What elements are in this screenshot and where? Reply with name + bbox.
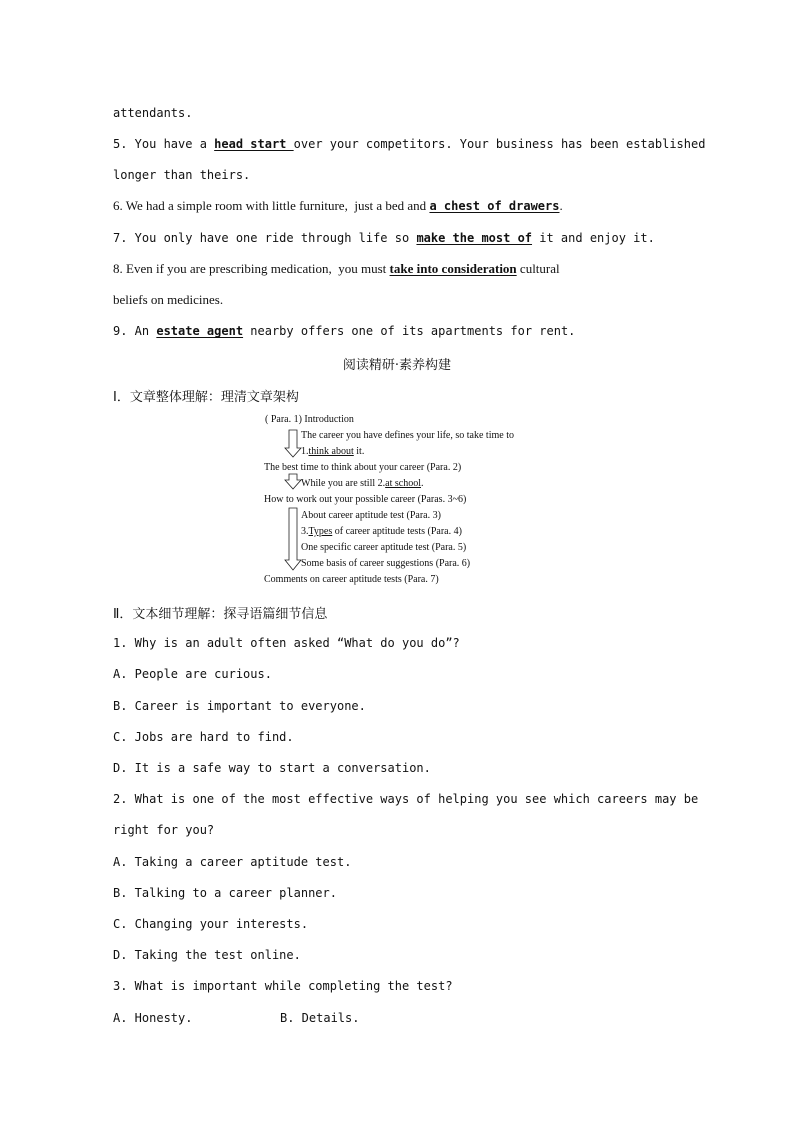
diagram-para-2: The best time to think about your career (Para. 2) — [264, 462, 462, 473]
text-span: 3. — [301, 526, 309, 537]
option: D. Taking the test online. — [113, 948, 301, 962]
text-span: of career aptitude tests (Para. 4) — [332, 526, 462, 537]
option: C. Changing your interests. — [113, 917, 309, 931]
option: D. It is a safe way to start a conversation. — [113, 761, 431, 775]
answer-phrase: Types — [308, 526, 333, 537]
text-span: attendants. — [113, 106, 193, 120]
option: B. Career is important to everyone. — [113, 699, 366, 713]
text-span: While you are still 2. — [301, 478, 386, 489]
diagram-text: Some basis of career suggestions (Para. 6) — [301, 558, 471, 569]
answer-phrase: make the most of — [416, 231, 533, 245]
answer-phrase: a chest of drawers — [429, 199, 560, 213]
sentence-6 — [113, 198, 563, 214]
sentence-5 — [113, 136, 705, 152]
answer-phrase: head start — [214, 137, 294, 151]
down-arrow-icon — [285, 508, 301, 570]
section-heading-2: Ⅱ．文本细节理解：探寻语篇细节信息 — [113, 607, 328, 622]
text-span: it and enjoy it. — [532, 231, 655, 245]
text-span: 9. An — [113, 324, 157, 338]
answer-phrase: take into consideration — [389, 261, 517, 276]
text-span: longer than theirs. — [113, 168, 251, 182]
diagram-text: About career aptitude test (Para. 3) — [301, 510, 441, 521]
section-heading-1: Ⅰ．文章整体理解：理清文章架构 — [113, 390, 299, 405]
diagram-para-4: Comments on career aptitude tests (Para. 7) — [264, 574, 439, 585]
structure-diagram — [263, 412, 553, 592]
text-span: 1. — [301, 446, 309, 457]
option: C. Jobs are hard to find. — [113, 730, 294, 744]
option: A. People are curious. — [113, 667, 272, 681]
answer-phrase: think about — [308, 446, 354, 457]
answer-phrase: at school — [385, 478, 421, 489]
text-span: 8. Even if you are prescribing medication, you must — [113, 261, 390, 276]
text-span: beliefs on medicines. — [113, 292, 224, 307]
option: B. Details. — [280, 1011, 360, 1025]
text-line — [113, 292, 223, 308]
answer-phrase: estate agent — [156, 324, 244, 338]
section-title: 阅读精研·素养构建 — [342, 358, 452, 373]
text-span: it. — [353, 446, 365, 457]
diagram-text — [301, 446, 364, 458]
question-2-cont: right for you? — [113, 823, 215, 837]
text-span: cultural — [516, 261, 560, 276]
sentence-7 — [113, 230, 655, 246]
diagram-text — [301, 478, 423, 490]
text-span: . — [420, 478, 424, 489]
text-span: nearby offers one of its apartments for rent. — [243, 324, 576, 338]
text-line — [113, 167, 250, 183]
question-3: 3. What is important while completing the test? — [113, 979, 453, 993]
option: A. Honesty. — [113, 1011, 193, 1025]
question-1: 1. Why is an adult often asked “What do you do”? — [113, 636, 460, 650]
text-span: 6. We had a simple room with little furniture, just a bed and — [113, 198, 430, 213]
sentence-9 — [113, 323, 575, 339]
diagram-text: One specific career aptitude test (Para. 5) — [301, 542, 467, 553]
question-2: 2. What is one of the most effective ways of helping you see which careers may be — [113, 792, 699, 806]
text-line — [113, 105, 192, 121]
diagram-text — [301, 526, 462, 538]
text-span: . — [559, 198, 563, 213]
text-span: 5. You have a — [113, 137, 215, 151]
text-span: over your competitors. Your business has been established — [293, 137, 706, 151]
sentence-8 — [113, 261, 560, 277]
diagram-text: The career you have defines your life, so take time to — [301, 430, 514, 441]
option: B. Talking to a career planner. — [113, 886, 337, 900]
down-arrow-icon — [285, 430, 301, 457]
option: A. Taking a career aptitude test. — [113, 855, 352, 869]
diagram-para-3: How to work out your possible career (Paras. 3~6) — [264, 494, 467, 505]
down-arrow-icon — [285, 474, 301, 489]
text-span: 7. You only have one ride through life so — [113, 231, 417, 245]
diagram-para-1: ( Para. 1) Introduction — [265, 414, 354, 425]
